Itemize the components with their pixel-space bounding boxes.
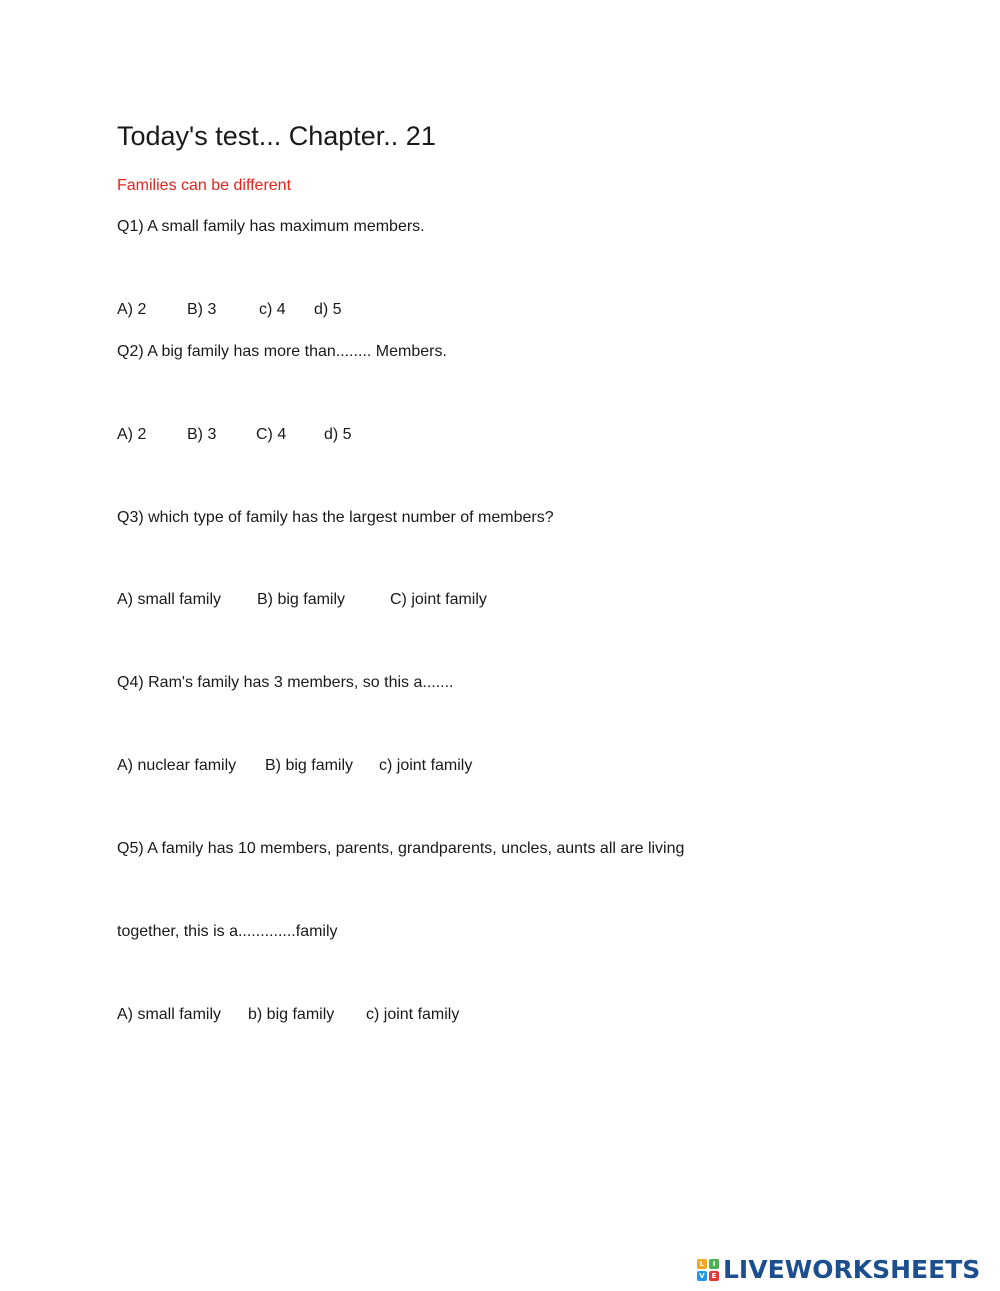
question-5: Q5) A family has 10 members, parents, grandparents, uncles, aunts all are living [117,840,685,857]
q2-option-a[interactable]: A) 2 [117,426,147,443]
question-3: Q3) which type of family has the largest number of members? [117,509,554,526]
logo-text: LIVEWORKSHEETS [723,1255,981,1284]
q3-option-c[interactable]: C) joint family [390,591,487,608]
q4-option-b[interactable]: B) big family [265,757,354,774]
page-subtitle: Families can be different [117,177,292,194]
q1-option-a[interactable]: A) 2 [117,301,147,318]
q2-option-d[interactable]: d) 5 [324,426,352,443]
q2-option-b[interactable]: B) 3 [187,426,217,443]
q1-option-c[interactable]: c) 4 [259,301,286,318]
liveworksheets-logo [697,1255,980,1285]
logo-block: V [697,1271,707,1281]
logo-block: L [697,1259,707,1269]
q3-option-a[interactable]: A) small family [117,591,222,608]
q2-option-c[interactable]: C) 4 [256,426,287,443]
q5-option-b[interactable]: b) big family [248,1006,335,1023]
logo-block: E [709,1271,719,1281]
q1-option-b[interactable]: B) 3 [187,301,217,318]
q4-option-c[interactable]: c) joint family [379,757,473,774]
logo-blocks-icon [697,1259,719,1281]
question-2: Q2) A big family has more than........ Members. [117,343,447,360]
q5-option-a[interactable]: A) small family [117,1006,222,1023]
question-5-continued: together, this is a.............family [117,923,338,940]
page-title: Today's test... Chapter.. 21 [117,121,436,151]
question-4: Q4) Ram's family has 3 members, so this a....... [117,674,454,691]
q4-option-a[interactable]: A) nuclear family [117,757,237,774]
question-1: Q1) A small family has maximum members. [117,218,425,235]
logo-block: I [709,1259,719,1269]
q5-option-c[interactable]: c) joint family [366,1006,460,1023]
q3-option-b[interactable]: B) big family [257,591,346,608]
q1-option-d[interactable]: d) 5 [314,301,342,318]
